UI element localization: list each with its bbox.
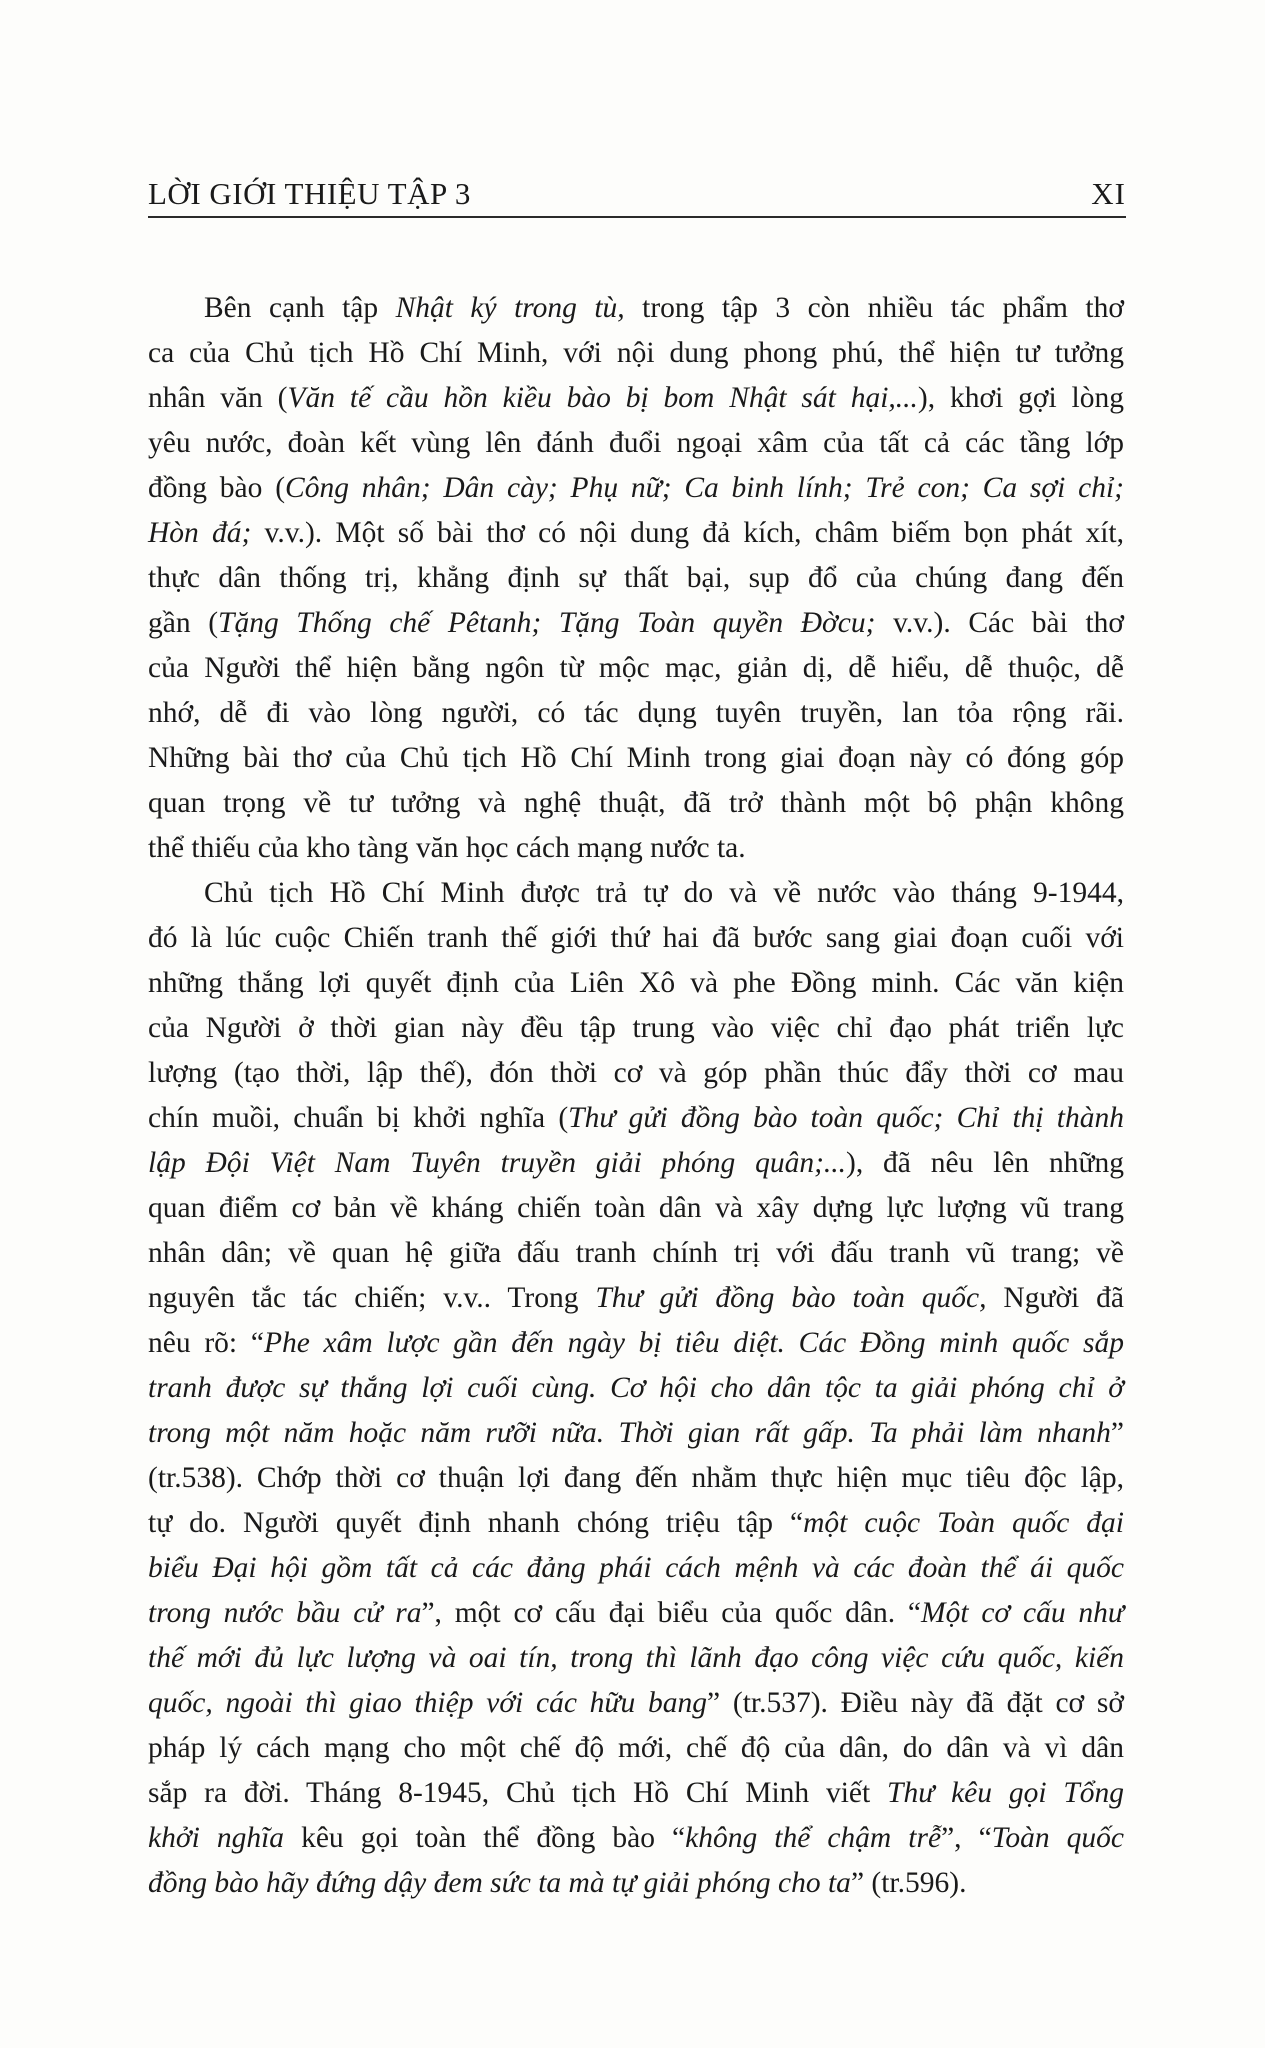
italic-run: một cuộc Toàn quốc đại [803, 1507, 1124, 1539]
text-line [148, 1321, 1124, 1366]
paragraph [148, 286, 1124, 871]
text-line [148, 1591, 1124, 1636]
italic-run: Toàn quốc [991, 1822, 1125, 1854]
italic-run: không thể chậm trễ [685, 1822, 942, 1854]
text-line [148, 1231, 1124, 1276]
italic-run: quốc, ngoài thì giao thiệp với các hữu bang [148, 1687, 708, 1719]
text-run: quan điểm cơ bản về kháng chiến toàn dân và xây dựng lực lượng vũ trang [148, 1192, 1124, 1224]
italic-run: Văn tế cầu hồn kiều bào bị bom Nhật sát hại,... [287, 382, 918, 414]
text-run: kêu gọi toàn thể đồng bào “ [284, 1822, 686, 1854]
text-line [148, 1456, 1124, 1501]
text-run: ”, “ [941, 1822, 992, 1854]
text-line [148, 1546, 1124, 1591]
text-run: v.v.). Các bài thơ [875, 607, 1124, 639]
text-line [148, 286, 1124, 331]
text-run: đồng bào ( [148, 472, 286, 504]
text-run: sắp ra đời. Tháng 8-1945, Chủ tịch Hồ Chí Minh viết [148, 1777, 888, 1809]
text-line [148, 961, 1124, 1006]
text-run: Bên cạnh tập [204, 292, 396, 324]
italic-run: Thư gửi đồng bào toàn quốc, [595, 1282, 987, 1314]
text-line [148, 1681, 1124, 1726]
text-line [148, 736, 1124, 781]
text-line [148, 871, 1124, 916]
text-line [148, 421, 1124, 466]
text-run: ” (tr.596). [850, 1867, 967, 1899]
text-line [148, 1186, 1124, 1231]
page-number: XI [1091, 176, 1126, 211]
text-run: Người đã [986, 1282, 1124, 1314]
text-run: lượng (tạo thời, lập thế), đón thời cơ và góp phần thúc đẩy thời cơ mau [148, 1057, 1124, 1089]
text-run: ), đã nêu lên những [846, 1147, 1124, 1179]
text-line [148, 1501, 1124, 1546]
text-run: tự do. Người quyết định nhanh chóng triệu tập “ [148, 1507, 804, 1539]
text-run: gần ( [148, 607, 219, 639]
text-line [148, 1771, 1124, 1816]
italic-run: Hòn đá; [148, 517, 252, 549]
text-run: (tr.538). Chớp thời cơ thuận lợi đang đến nhằm thực hiện mục tiêu độc lập, [148, 1462, 1124, 1494]
italic-run: Thư kêu gọi Tổng [887, 1777, 1124, 1809]
text-line [148, 1051, 1124, 1096]
italic-run: Công nhân; Dân cày; Phụ nữ; Ca binh lính; Trẻ con; Ca sợi chỉ; [285, 472, 1124, 504]
text-line [148, 916, 1124, 961]
italic-run: đồng bào hãy đứng dậy đem sức ta mà tự giải phóng cho ta [148, 1867, 851, 1899]
text-line [148, 1816, 1124, 1861]
text-run: yêu nước, đoàn kết vùng lên đánh đuổi ngoại xâm của tất cả các tầng lớp [148, 427, 1124, 459]
text-line [148, 511, 1124, 556]
italic-run: Một cơ cấu như [921, 1597, 1124, 1629]
text-run: ” (tr.537). Điều này đã đặt cơ sở [707, 1687, 1124, 1719]
text-run: của Người thể hiện bằng ngôn từ mộc mạc, giản dị, dễ hiểu, dễ thuộc, dễ [148, 652, 1124, 684]
paragraph [148, 871, 1124, 1906]
text-line [148, 646, 1124, 691]
text-run: ), khơi gợi lòng [917, 382, 1124, 414]
italic-run: thế mới đủ lực lượng và oai tín, trong thì lãnh đạo công việc cứu quốc, kiến [148, 1642, 1124, 1674]
text-line [148, 466, 1124, 511]
text-line [148, 556, 1124, 601]
text-run: nhân văn ( [148, 382, 288, 414]
text-run: ca của Chủ tịch Hồ Chí Minh, với nội dung phong phú, thể hiện tư tưởng [148, 337, 1124, 369]
italic-run: biểu Đại hội gồm tất cả các đảng phái cách mệnh và các đoàn thể ái quốc [148, 1552, 1124, 1584]
text-run: ” [1110, 1417, 1124, 1449]
text-line [148, 1096, 1124, 1141]
text-line [148, 781, 1124, 826]
text-line [148, 1366, 1124, 1411]
text-line [148, 826, 1124, 871]
italic-run: trong một năm hoặc năm rưỡi nữa. Thời gian rất gấp. Ta phải làm nhanh [148, 1417, 1111, 1449]
italic-run: Tặng Thống chế Pêtanh; Tặng Toàn quyền Đờcu; [218, 607, 876, 639]
italic-run: Phe xâm lược gần đến ngày bị tiêu diệt. Các Đồng minh quốc sắp [263, 1327, 1124, 1359]
text-line [148, 1141, 1124, 1186]
text-line [148, 331, 1124, 376]
text-run: quan trọng về tư tưởng và nghệ thuật, đã trở thành một bộ phận không [148, 787, 1124, 819]
text-run: chín muồi, chuẩn bị khởi nghĩa ( [148, 1102, 569, 1134]
text-line [148, 1276, 1124, 1321]
italic-run: Nhật ký trong tù, [395, 292, 625, 324]
text-run: pháp lý cách mạng cho một chế độ mới, chế độ của dân, do dân và vì dân [148, 1732, 1124, 1764]
italic-run: lập Đội Việt Nam Tuyên truyền giải phóng quân;... [148, 1147, 847, 1179]
text-run: nhớ, dễ đi vào lòng người, có tác dụng tuyên truyền, lan tỏa rộng rãi. [148, 697, 1124, 729]
text-run: những thắng lợi quyết định của Liên Xô và phe Đồng minh. Các văn kiện [148, 967, 1124, 999]
text-line [148, 1411, 1124, 1456]
text-line [148, 1861, 1124, 1906]
text-run: đó là lúc cuộc Chiến tranh thế giới thứ hai đã bước sang giai đoạn cuối với [148, 922, 1124, 954]
text-run: nhân dân; về quan hệ giữa đấu tranh chính trị với đấu tranh vũ trang; về [148, 1237, 1124, 1269]
text-run: Chủ tịch Hồ Chí Minh được trả tự do và về nước vào tháng 9-1944, [204, 877, 1124, 909]
text-line [148, 1726, 1124, 1771]
text-line [148, 691, 1124, 736]
text-run: v.v.). Một số bài thơ có nội dung đả kích, châm biếm bọn phát xít, [251, 517, 1124, 549]
text-run: nêu rõ: “ [148, 1327, 264, 1359]
running-title: LỜI GIỚI THIỆU TẬP 3 [148, 176, 471, 211]
text-line [148, 1006, 1124, 1051]
text-run: nguyên tắc tác chiến; v.v.. Trong [148, 1282, 596, 1314]
text-run: thực dân thống trị, khẳng định sự thất bại, sụp đổ của chúng đang đến [148, 562, 1124, 594]
italic-run: khởi nghĩa [148, 1822, 285, 1854]
text-line [148, 601, 1124, 646]
italic-run: Thư gửi đồng bào toàn quốc; Chỉ thị thành [568, 1102, 1124, 1134]
italic-run: trong nước bầu cử ra [148, 1597, 422, 1629]
body-text [148, 286, 1124, 1906]
text-run: trong tập 3 còn nhiều tác phẩm thơ [624, 292, 1124, 324]
text-run: Những bài thơ của Chủ tịch Hồ Chí Minh trong giai đoạn này có đóng góp [148, 742, 1124, 774]
italic-run: tranh được sự thắng lợi cuối cùng. Cơ hội cho dân tộc ta giải phóng chỉ ở [148, 1372, 1124, 1404]
text-line [148, 376, 1124, 421]
running-header [148, 172, 1126, 218]
text-run: ”, một cơ cấu đại biểu của quốc dân. “ [421, 1597, 921, 1629]
text-line [148, 1636, 1124, 1681]
text-run: thể thiếu của kho tàng văn học cách mạng nước ta. [148, 832, 746, 864]
text-run: của Người ở thời gian này đều tập trung vào việc chỉ đạo phát triển lực [148, 1012, 1124, 1044]
